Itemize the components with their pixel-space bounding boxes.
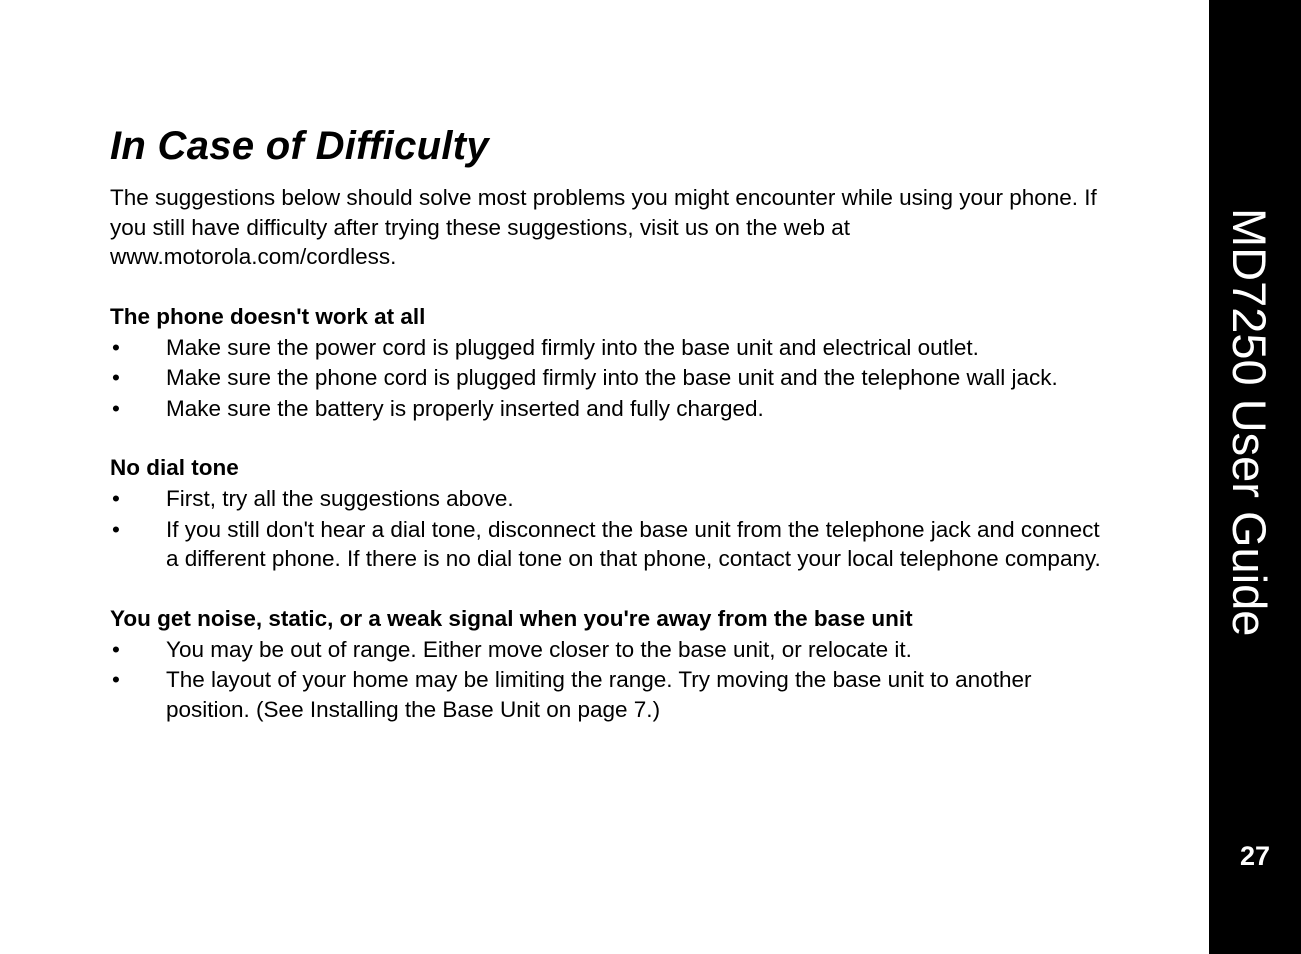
bullet-list <box>110 484 1110 574</box>
section-heading: No dial tone <box>110 455 239 480</box>
bullet-list <box>110 333 1110 424</box>
list-item <box>110 665 1110 724</box>
list-item <box>110 394 1110 424</box>
page-content <box>110 122 1110 724</box>
intro-paragraph: The suggestions below should solve most problems you might encounter while using your phone. If you still have difficulty after trying these suggestions, visit us on the web at www.motorola.com/cordless. <box>110 185 1097 269</box>
section-no-dial-tone <box>110 453 1110 574</box>
list-item <box>110 333 1110 363</box>
bullet-icon: • <box>112 636 120 662</box>
section-noise-static <box>110 604 1110 725</box>
bullet-icon: • <box>112 667 120 692</box>
list-item-text: The layout of your home may be limiting the range. Try moving the base unit to another position. (See Installing the Base Unit on page 7.) <box>166 667 1032 722</box>
bullet-icon: • <box>112 365 120 390</box>
section-heading: You get noise, static, or a weak signal when you're away from the base unit <box>110 605 913 631</box>
list-item <box>110 515 1110 574</box>
bullet-icon: • <box>112 516 120 542</box>
list-item-text: First, try all the suggestions above. <box>166 486 514 511</box>
section-phone-not-working <box>110 302 1110 424</box>
side-tab-title: MD7250 User Guide <box>1223 208 1276 637</box>
list-item <box>110 363 1110 393</box>
list-item-text: Make sure the phone cord is plugged firmly into the base unit and the telephone wall jack. <box>166 365 1058 390</box>
list-item-text: Make sure the battery is properly inserted and fully charged. <box>166 395 764 421</box>
list-item <box>110 484 1110 514</box>
list-item-text: Make sure the power cord is plugged firmly into the base unit and electrical outlet. <box>166 334 979 360</box>
list-item-text: If you still don't hear a dial tone, disconnect the base unit from the telephone jack and connect a different phone. If there is no dial tone on that phone, contact your local telephone company. <box>166 516 1101 571</box>
list-item <box>110 635 1110 665</box>
page-title: In Case of Difficulty <box>110 124 489 168</box>
section-heading: The phone doesn't work at all <box>110 303 426 329</box>
bullet-list <box>110 635 1110 725</box>
bullet-icon: • <box>112 486 120 511</box>
bullet-icon: • <box>112 395 120 421</box>
bullet-icon: • <box>112 334 120 360</box>
list-item-text: You may be out of range. Either move closer to the base unit, or relocate it. <box>166 636 912 662</box>
page-number: 27 <box>1239 841 1271 871</box>
